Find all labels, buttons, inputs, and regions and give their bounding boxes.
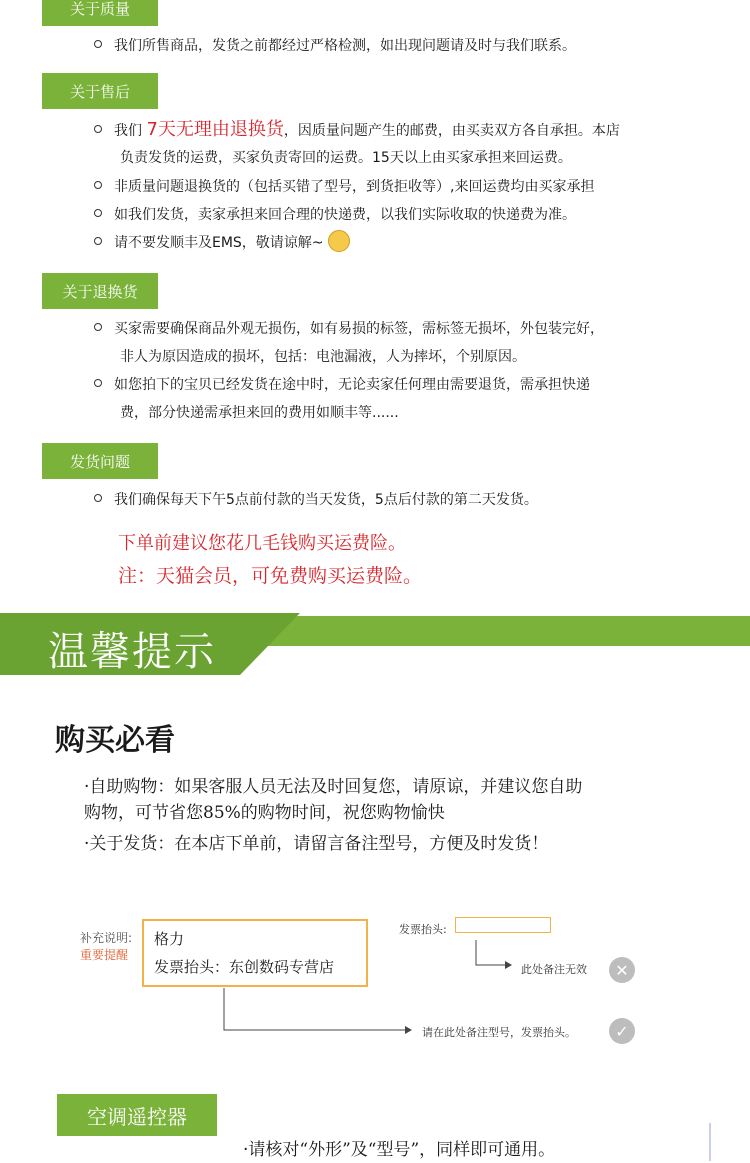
returns-item-1-cont: 非人为原因造成的损坏，包括：电池漏液，人为摔坏，个别原因。 [120,349,526,365]
must-read-line-1-cont: 购物，可节省您85%的购物时间，祝您购物愉快 [84,803,445,823]
must-read-title: 购买必看 [55,723,175,758]
banner-title: 温馨提示 [48,629,216,675]
supplement-label: 补充说明: [80,931,133,945]
aftersale-item-2: 非质量问题退换货的（包括买错了型号，到货拒收等）,来回运费均由买家承担 [94,173,594,201]
quality-item: 我们所售商品，发货之前都经过严格检测，如出现问题请及时与我们联系。 [94,32,576,60]
aftersale-item-4: 请不要发顺丰及EMS，敬请谅解~ [94,229,350,257]
cross-icon: ✕ [609,957,635,983]
tmall-member-notice: 注：天猫会员，可免费购买运费险。 [118,565,423,587]
invalid-note-text: 此处备注无效 [521,963,587,976]
must-read-line-1: ·自助购物：如果客服人员无法及时回复您，请原谅，并建议您自助 [84,777,583,797]
note-invoice-line: 发票抬头：东创数码专营店 [154,958,335,976]
note-model-line: 格力 [154,930,185,948]
shipping-insurance-notice: 下单前建议您花几毛钱购买运费险。 [118,533,406,554]
must-read-line-2: ·关于发货：在本店下单前，请留言备注型号，方便及时发货！ [84,834,549,854]
important-reminder-label: 重要提醒 [80,948,129,962]
ac-remote-tag: 空调遥控器 [57,1094,217,1136]
section-tag-shipping: 发货问题 [42,443,158,479]
aftersale-item-1: 我们 7天无理由退换货，因质量问题产生的邮费，由买卖双方各自承担。本店 [94,116,620,145]
seven-day-return-highlight: 7天无理由退换货 [146,119,284,140]
ac-remote-note: ·请核对“外形”及“型号”，同样即可通用。 [243,1140,556,1160]
shipping-item-1: 我们确保每天下午5点前付款的当天发货，5点后付款的第二天发货。 [94,486,538,514]
section-tag-quality: 关于质量 [42,0,158,26]
section-tag-returns: 关于退换货 [42,273,158,309]
section-tag-aftersale: 关于售后 [42,73,158,109]
divider-line [709,1123,711,1161]
aftersale-item-1-cont: 负责发货的运费，买家负责寄回的运费。15天以上由买家承担来回运费。 [120,150,572,166]
invoice-label: 发票抬头: [399,923,447,936]
returns-item-2: 如您拍下的宝贝已经发货在途中时，无论卖家任何理由需要退货，需承担快递 [94,371,590,399]
returns-item-2-cont: 费，部分快递需承担来回的费用如顺丰等...... [120,405,399,421]
valid-note-text: 请在此处备注型号，发票抬头。 [422,1026,576,1039]
aftersale-item-3: 如我们发货，卖家承担来回合理的快递费，以我们实际收取的快递费为准。 [94,201,576,229]
returns-item-1: 买家需要确保商品外观无损伤，如有易损的标签，需标签无损坏，外包装完好， [94,315,604,343]
checkmark-icon: ✓ [609,1018,635,1044]
